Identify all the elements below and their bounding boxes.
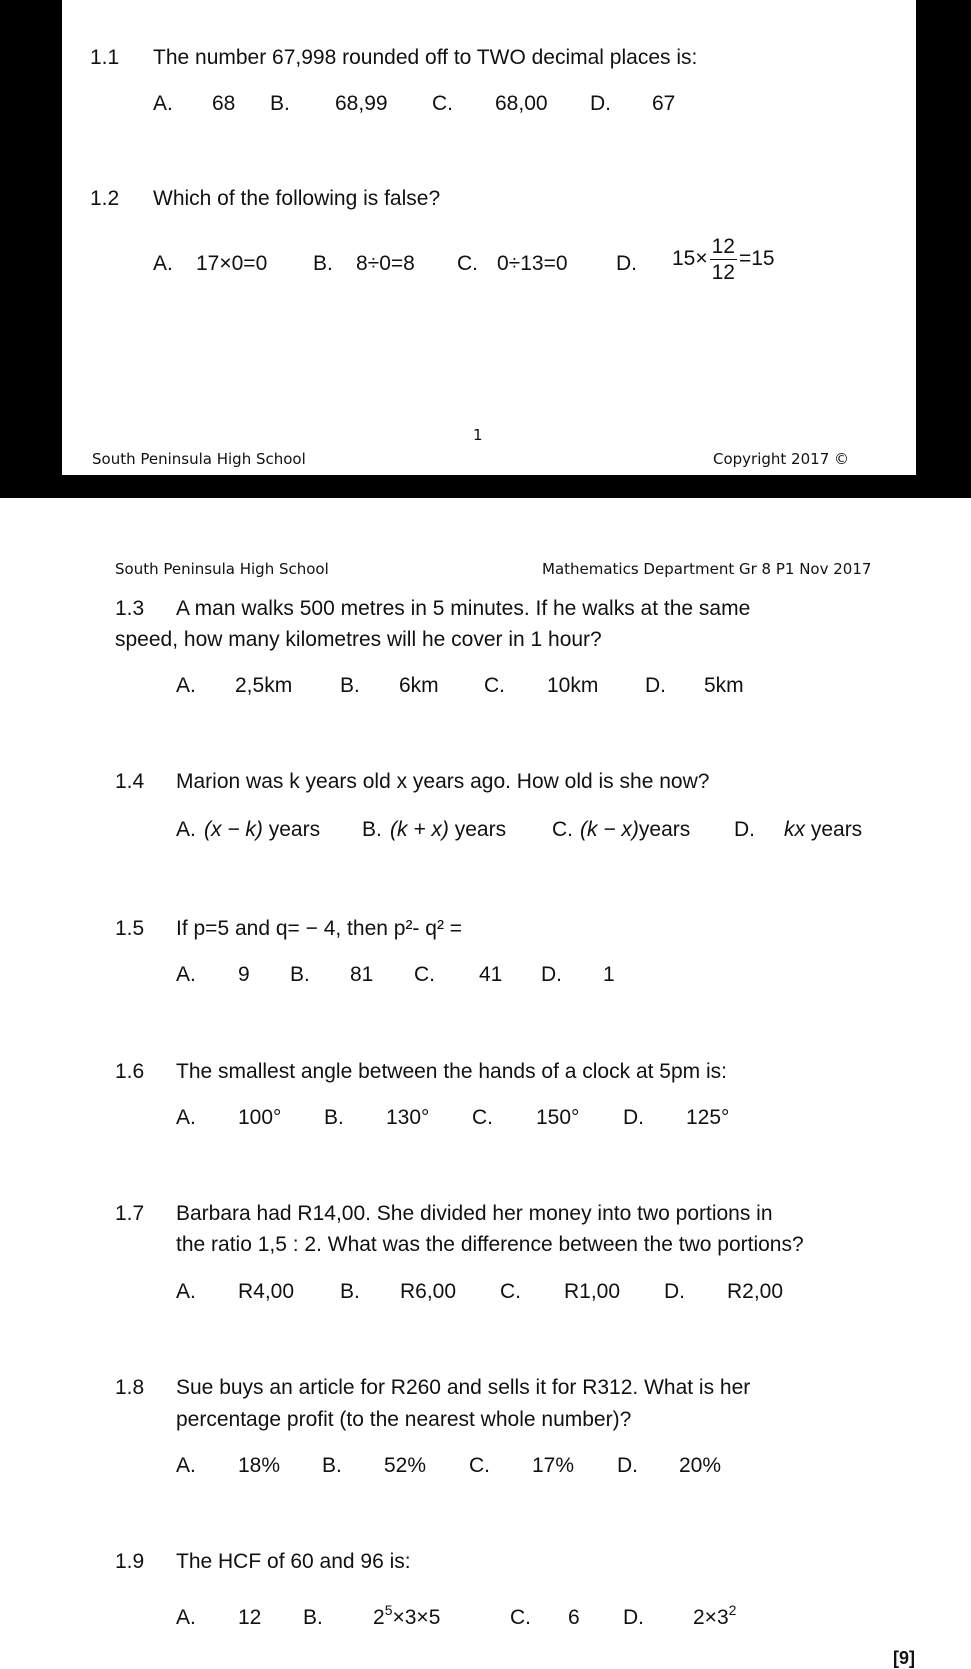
power-base: 2×3 [693,1606,729,1629]
option-value [390,818,506,842]
option-label: A. [176,1106,196,1129]
option-value: R1,00 [564,1280,621,1303]
question-number: 1.6 [115,1060,145,1083]
option-value [784,818,862,842]
option-label: A. [153,92,173,115]
option-value: 125° [686,1106,730,1129]
power-rest: ×3×5 [392,1606,441,1629]
option-label: B. [290,963,310,986]
option-value: 2,5km [235,674,293,697]
marks-total: [9] [893,1648,915,1668]
page-1-background [0,0,971,498]
option-value: 81 [350,963,374,986]
option-label: A. [153,252,173,275]
option-label: C. [500,1280,521,1303]
option-value: 12 [238,1606,262,1629]
power-base: 2 [373,1606,385,1629]
option-value: 68 [212,92,236,115]
option-label: B. [322,1454,342,1477]
fraction [710,236,737,283]
question-number: 1.2 [90,187,120,210]
option-label: D. [664,1280,685,1303]
question-number: 1.4 [115,770,145,793]
option-label: D. [623,1106,644,1129]
option-label: B. [313,252,333,275]
option-value: 150° [536,1106,580,1129]
footer-copyright: Copyright 2017 © [713,450,850,468]
option-value: 68,99 [335,92,388,115]
question-text-line1: A man walks 500 metres in 5 minutes. If he walks at the same [176,597,751,620]
page-number: 1 [473,426,483,444]
question-text: Which of the following is false? [153,187,441,210]
option-label: C. [457,252,478,275]
math-expr: (k − x) [580,818,639,841]
question-number: 1.5 [115,917,145,940]
option-label: B. [324,1106,344,1129]
option-value: 10km [547,674,599,697]
option-value [580,818,690,842]
option-value: 6 [568,1606,580,1629]
question-number: 1.7 [115,1202,145,1225]
unit: years [448,818,507,841]
fraction-expression [672,236,775,283]
option-label: C. [414,963,435,986]
option-label: A. [176,1280,196,1303]
option-value: 18% [238,1454,281,1477]
option-label: A. [176,963,196,986]
option-value: 8÷0=8 [356,252,415,275]
option-label: C. [552,818,573,841]
question-text: The HCF of 60 and 96 is: [176,1550,411,1573]
option-value: R6,00 [400,1280,457,1303]
expr-prefix: 15× [672,247,708,271]
header-department: Mathematics Department Gr 8 P1 Nov 2017 [542,560,872,578]
option-value: 5km [704,674,744,697]
option-label: D. [541,963,562,986]
option-label: D. [645,674,666,697]
option-label: C. [510,1606,531,1629]
option-label: D. [590,92,611,115]
header-school: South Peninsula High School [115,560,329,578]
power-exponent: 5 [384,1602,393,1618]
question-text-line2: percentage profit (to the nearest whole number)? [176,1408,632,1431]
option-label: D. [623,1606,644,1629]
option-label: D. [734,818,755,841]
expr-suffix: =15 [738,247,775,271]
question-number: 1.1 [90,46,120,69]
option-value [373,1602,441,1630]
option-label: D. [616,252,637,275]
math-expr: (x − k) [204,818,263,841]
question-text: The smallest angle between the hands of a clock at 5pm is: [176,1060,727,1083]
option-value: 68,00 [495,92,548,115]
option-label: C. [432,92,453,115]
option-label: A. [176,674,196,697]
option-label: B. [270,92,290,115]
option-label: C. [472,1106,493,1129]
question-text-line1: Sue buys an article for R260 and sells it for R312. What is her [176,1376,751,1399]
option-label: A. [176,818,196,841]
option-value [204,818,320,842]
option-value: 17×0=0 [196,252,268,275]
option-value: 1 [603,963,615,986]
power-exponent: 2 [728,1602,737,1618]
question-number: 1.8 [115,1376,145,1399]
unit: years [262,818,321,841]
question-text: If p=5 and q= − 4, then p²- q² = [176,917,463,940]
option-value: 20% [679,1454,722,1477]
denominator: 12 [711,261,735,284]
option-value [693,1602,737,1630]
option-value: 52% [384,1454,427,1477]
unit: years [638,818,691,841]
option-label: D. [617,1454,638,1477]
math-expr: kx [784,818,805,841]
option-value: 41 [479,963,503,986]
question-text: Marion was k years old x years ago. How old is she now? [176,770,710,793]
option-label: C. [469,1454,490,1477]
footer-school: South Peninsula High School [92,450,306,468]
option-value: R2,00 [727,1280,784,1303]
option-value: R4,00 [238,1280,295,1303]
option-value: 6km [399,674,439,697]
option-value: 67 [652,92,676,115]
question-text-line1: Barbara had R14,00. She divided her money into two portions in [176,1202,773,1225]
math-expr: (k + x) [390,818,449,841]
option-label: A. [176,1454,196,1477]
option-value: 100° [238,1106,282,1129]
option-value: 0÷13=0 [497,252,568,275]
option-label: B. [362,818,382,841]
option-value: 130° [386,1106,430,1129]
question-text: The number 67,998 rounded off to TWO decimal places is: [153,46,698,69]
question-number: 1.3 [115,597,145,620]
question-text-line2: the ratio 1,5 : 2. What was the difference between the two portions? [176,1233,804,1256]
numerator: 12 [711,235,735,258]
unit: years [805,818,863,841]
option-label: C. [484,674,505,697]
question-text-line2: speed, how many kilometres will he cover in 1 hour? [115,628,602,651]
option-label: B. [340,674,360,697]
page-1-sheet [62,0,916,475]
option-value: 9 [238,963,250,986]
option-label: B. [303,1606,323,1629]
question-number: 1.9 [115,1550,145,1573]
option-label: A. [176,1606,196,1629]
option-value: 17% [532,1454,575,1477]
option-label: B. [340,1280,360,1303]
